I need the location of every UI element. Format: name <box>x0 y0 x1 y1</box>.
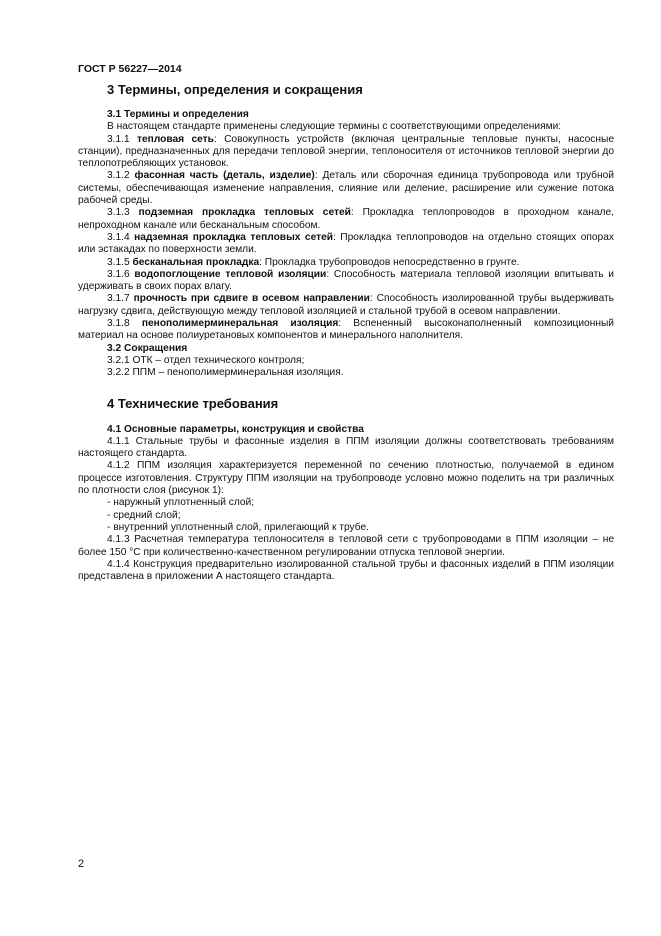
terms-intro: В настоящем стандарте применены следующие термины с соответствующими определениями: <box>107 121 562 133</box>
term-3-1-7: 3.1.7 прочность при сдвиге в осевом направлении: Способность изолированной трубы выдерживать нагрузку сдвига, действующую между тепловой изоляцией и стальной трубой в осевом направлении. <box>78 293 614 317</box>
term-3-1-8: 3.1.8 пенополимерминеральная изоляция: Вспененный высоконаполненный композиционный материал на основе полиуретановых компонентов и минерального наполнителя. <box>78 318 614 342</box>
subsection-3-1-title: 3.1 Термины и определения <box>107 109 249 120</box>
term-3-1-4: 3.1.4 надземная прокладка тепловых сетей: Прокладка теплопроводов на отдельно стоящих опорах или эстакадах по поверхности земли. <box>78 231 614 256</box>
term-3-1-6: 3.1.6 водопоглощение тепловой изоляции: Способность материала тепловой изоляции впитывать и удерживать в своих порах влагу. <box>78 268 614 293</box>
abbr-3-2-2: 3.2.2 ППМ – пенополимерминеральная изоляция. <box>107 367 344 379</box>
term-3-1-2: 3.1.2 фасонная часть (деталь, изделие): Деталь или сборочная единица трубопровода или трубной системы, обеспечивающая изменение направления, слияние или деление, расширение или сужение потока рабочей среды. <box>78 170 614 207</box>
document-code: ГОСТ Р 56227—2014 <box>78 63 182 75</box>
subsection-3-2-title: 3.2 Сокращения <box>107 342 188 354</box>
term-3-1-3: 3.1.3 подземная прокладка тепловых сетей: Прокладка теплопроводов в проходном канале, непроходном канале или бесканальным способом. <box>78 207 614 231</box>
section-3-title: 3 Термины, определения и сокращения <box>107 82 363 97</box>
paragraph-4-1-4: 4.1.4 Конструкция предварительно изолированной стальной трубы и фасонных изделий в ППМ изоляции представлена в приложении А настоящего стандарта. <box>78 558 614 583</box>
layer-item: - наружный уплотненный слой; <box>107 497 255 509</box>
page-content <box>78 82 614 583</box>
layer-item: - внутренний уплотненный слой, прилегающий к трубе. <box>107 521 369 533</box>
paragraph-4-1-1: 4.1.1 Стальные трубы и фасонные изделия в ППМ изоляции должны соответствовать требованиям настоящего стандарта. <box>78 435 614 460</box>
subsection-4-1-title: 4.1 Основные параметры, конструкция и свойства <box>107 423 364 435</box>
paragraph-4-1-2: 4.1.2 ППМ изоляция характеризуется переменной по сечению плотностью, получаемой в едином процессе изготовления. Структуру ППМ изоляции на трубопроводе условно можно поделить на три различных по плотности слоя (рисунок 1): <box>78 460 614 497</box>
term-3-1-1: 3.1.1 тепловая сеть: Совокупность устройств (включая центральные тепловые пункты, насосные станции), предназначенных для передачи тепловой энергии, теплоносителя от источников тепловой энергии до теплопотребляющих установок. <box>78 133 614 170</box>
page-number: 2 <box>78 858 85 870</box>
term-3-1-5: 3.1.5 бесканальная прокладка: Прокладка трубопроводов непосредственно в грунте. <box>107 256 520 268</box>
abbr-3-2-1: 3.2.1 ОТК – отдел технического контроля; <box>107 354 305 366</box>
layer-item: - средний слой; <box>107 509 181 521</box>
section-4-title: 4 Технические требования <box>107 395 279 411</box>
paragraph-4-1-3: 4.1.3 Расчетная температура теплоносителя в тепловой сети с трубопроводами в ППМ изоляции – не более 150 °С при количественно-качественном регулировании отпуска тепловой энергии. <box>78 534 614 558</box>
